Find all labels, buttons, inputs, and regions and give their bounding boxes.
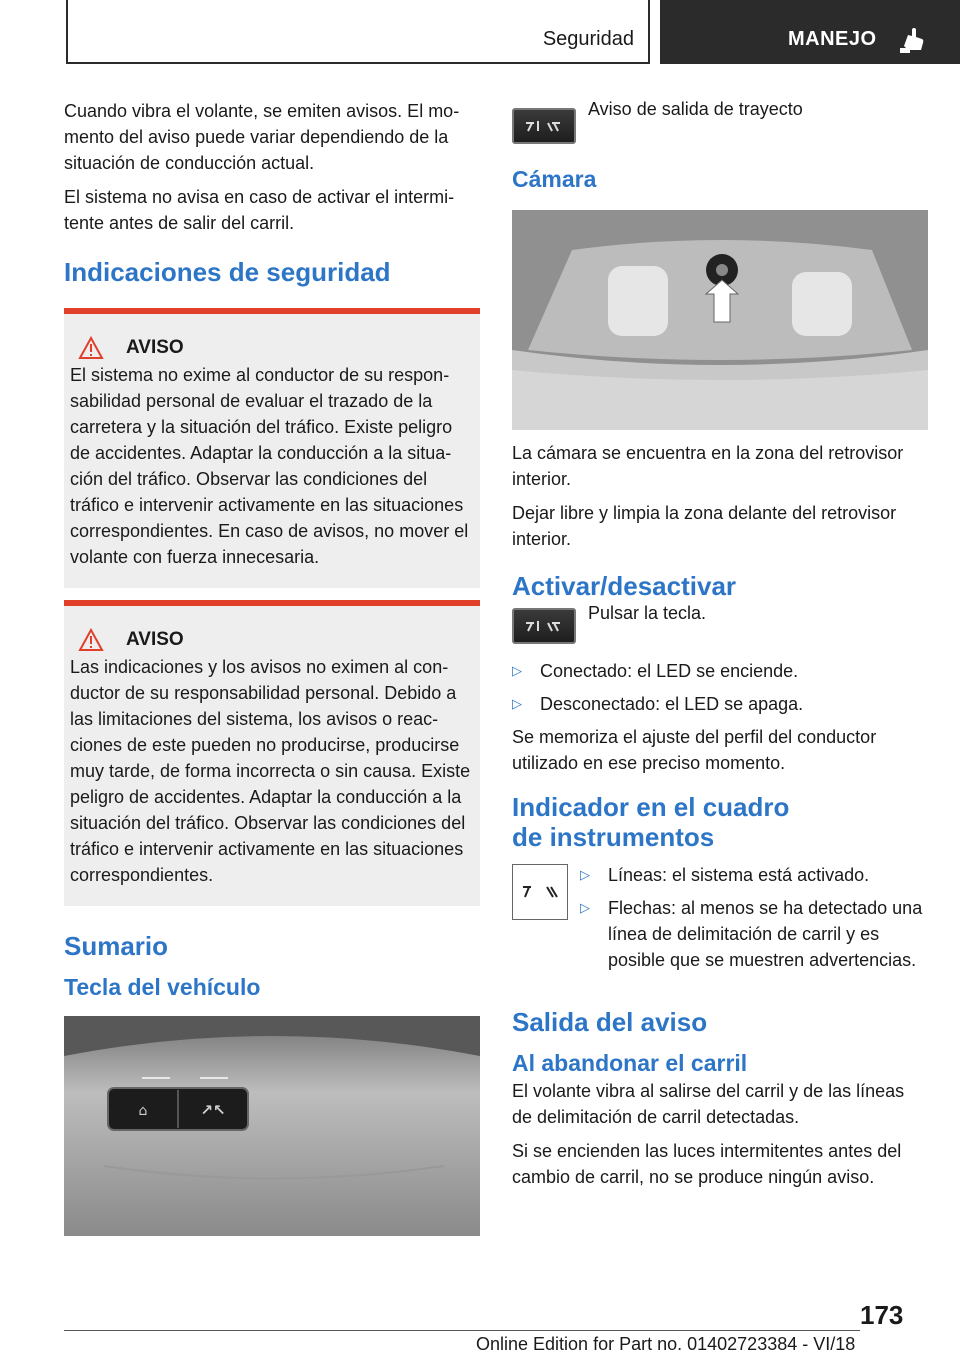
camera-photo [512, 210, 928, 430]
toggle-caption: Pulsar la tecla. [588, 603, 707, 623]
footer-edition: Online Edition for Part no. 01402723384 - VI/18 [476, 1334, 856, 1354]
lane-departure-key-icon [512, 108, 576, 144]
warning-text-2: Las indicaciones y los avisos no eximen al conductor de su responsabilidad personal. Debido a las limitaciones del sistema, los avisos o reacciones de este pueden no producirse, producirse muy tarde, de forma incorrecta o sin causa. Existe peligro de accidentes. Adaptar la conducción a la situación del tráfico. Observar las condiciones del tráfico e intervenir activamente en las situaciones correspondientes. [70, 657, 471, 885]
list-item [512, 691, 928, 717]
camera-text-1: La cámara se encuentra en la zona del retrovisor interior. [512, 443, 904, 489]
left-column [64, 98, 480, 1236]
header-chapter-label: MANEJO [788, 28, 877, 50]
svg-text:↗↖: ↗↖ [200, 1101, 226, 1119]
warning-text-1: El sistema no exime al conductor de su responsabilidad personal de evaluar el trazado de la carretera y la situación del tráfico. Existe peligro de accidentes. Adaptar la conducción a la situación del tráfico. Observar las condiciones del tráfico e intervenir activamente en las situaciones correspondientes. En caso de avisos, no mover el volante con fuerza innecesaria. [70, 365, 469, 567]
toggle-note: Se memoriza el ajuste del perfil del conductor utilizado en ese preciso momento. [512, 727, 877, 773]
lane-exit-heading: Al abandonar el carril [512, 1050, 748, 1076]
lane-departure-key-icon [512, 608, 576, 644]
list-item-text: Líneas: el sistema está activado. [608, 865, 870, 885]
indicator-heading: Indicador en el cuadro de instrumentos [512, 792, 790, 852]
safety-heading: Indicaciones de seguridad [64, 257, 391, 287]
vehicle-key-heading: Tecla del vehículo [64, 974, 261, 1000]
key-caption: Aviso de salida de trayecto [588, 99, 803, 119]
warning-box-1 [64, 308, 480, 588]
warning-title-1: AVISO [126, 337, 184, 358]
lane-text-1: El volante vibra al salirse del carril y de las líneas de delimitación de carril detectadas. [512, 1081, 905, 1127]
list-item [512, 658, 928, 684]
list-item-text: Conectado: el LED se enciende. [540, 661, 799, 681]
warning-triangle-icon [78, 628, 104, 652]
list-item [580, 862, 928, 888]
page-number: 173 [860, 1300, 904, 1330]
list-item-text: Desconectado: el LED se apaga. [540, 694, 804, 714]
header-section-title: Seguridad [542, 28, 634, 50]
toggle-heading: Activar/desactivar [512, 571, 737, 601]
list-item [580, 895, 928, 973]
right-column [512, 98, 928, 1198]
triangle-bullet-icon: ▷ [580, 867, 590, 882]
header-frame [66, 0, 650, 64]
header-chapter-tab [660, 0, 960, 64]
warning-title-2: AVISO [126, 629, 184, 650]
triangle-bullet-icon: ▷ [512, 663, 522, 678]
triangle-bullet-icon: ▷ [580, 900, 590, 915]
instrument-cluster-lane-icon [512, 864, 568, 920]
intro-paragraph-2: El sistema no avisa en caso de activar el intermitente antes de salir del carril. [64, 187, 455, 233]
warning-box-2 [64, 600, 480, 906]
intro-paragraph-1: Cuando vibra el volante, se emiten avisos. El momento del aviso puede variar dependiendo de la situación de conducción actual. [64, 101, 460, 173]
camera-text-2: Dejar libre y limpia la zona delante del retrovisor interior. [512, 503, 897, 549]
output-heading: Salida del aviso [512, 1007, 708, 1037]
triangle-bullet-icon: ▷ [512, 696, 522, 711]
lane-text-2: Si se encienden las luces intermitentes antes del cambio de carril, no se produce ningún aviso. [512, 1141, 902, 1187]
summary-heading: Sumario [64, 931, 169, 961]
list-item-text: Flechas: al menos se ha detectado una línea de delimitación de carril y es posible que se muestren advertencias. [608, 898, 923, 970]
footer-divider [64, 1330, 860, 1331]
vehicle-button-photo [64, 1016, 480, 1236]
camera-heading: Cámara [512, 166, 597, 192]
svg-text:⌂: ⌂ [138, 1103, 148, 1119]
warning-triangle-icon [78, 336, 104, 360]
hand-on-wheel-icon [898, 24, 928, 54]
